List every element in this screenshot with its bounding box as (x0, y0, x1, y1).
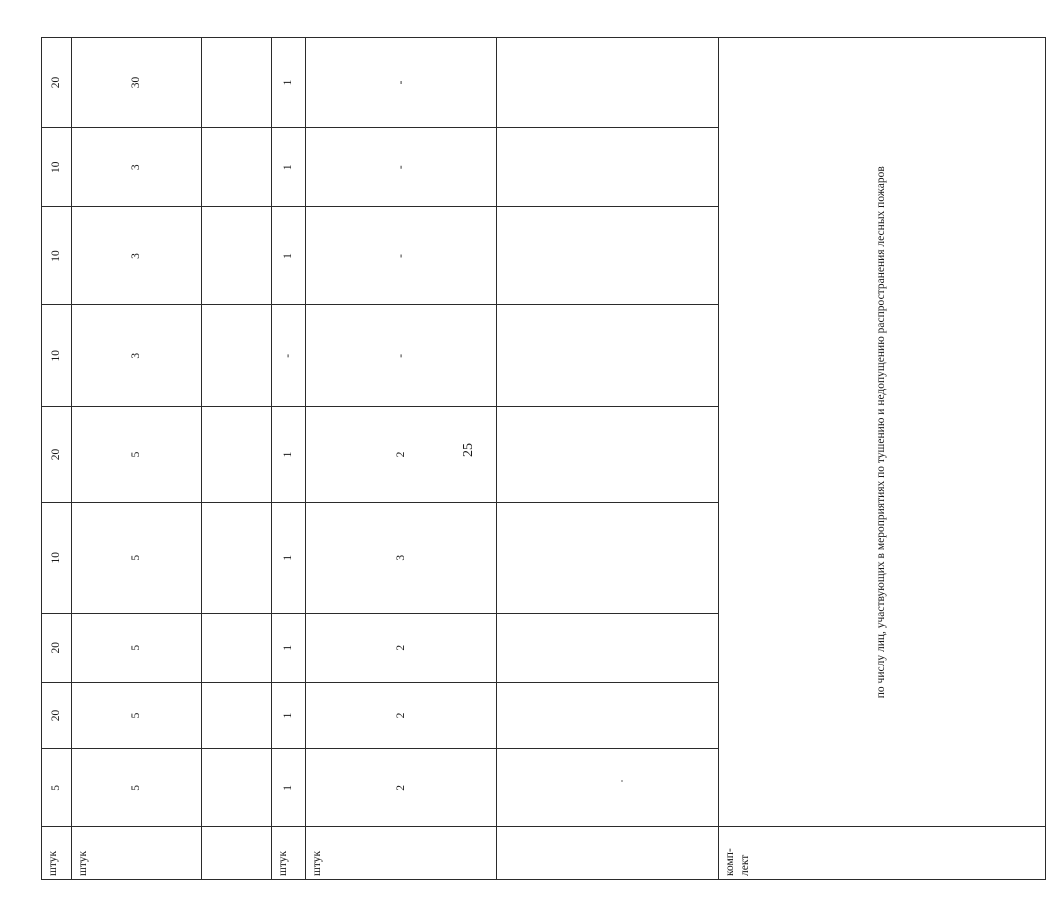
value-cell (202, 207, 272, 305)
row-unit-cell (202, 827, 272, 880)
equipment-table (41, 37, 1046, 880)
value-cell: 1 (272, 127, 306, 206)
merged-value-cell: по числу лиц, участвующих в мероприятиях по тушению и недопущению распространения лесных пожаров (718, 38, 1046, 827)
scan-mark (621, 780, 623, 782)
table-row (42, 38, 72, 880)
value-cell: 20 (42, 407, 72, 503)
value-cell: 10 (42, 502, 72, 613)
value-cell: 10 (42, 207, 72, 305)
value-cell (497, 207, 718, 305)
value-cell (497, 407, 718, 503)
value-cell: 20 (42, 613, 72, 682)
page-number: 25 (461, 443, 476, 457)
value-cell: 5 (72, 407, 202, 503)
value-cell: 20 (42, 682, 72, 749)
value-cell (497, 127, 718, 206)
row-unit-cell: комп-лект (718, 827, 1046, 880)
value-cell (202, 502, 272, 613)
table-row (72, 38, 202, 880)
value-cell: - (306, 127, 497, 206)
value-cell: 5 (72, 502, 202, 613)
value-cell: 2 (306, 407, 497, 503)
value-cell (202, 749, 272, 827)
value-cell: 1 (272, 749, 306, 827)
table-row (272, 38, 306, 880)
equipment-table-rotated (41, 37, 888, 880)
table-row (306, 38, 497, 880)
value-cell: 3 (306, 502, 497, 613)
row-unit-cell: штук (72, 827, 202, 880)
value-cell: - (306, 305, 497, 407)
value-cell (497, 613, 718, 682)
value-cell (202, 305, 272, 407)
value-cell: 5 (72, 682, 202, 749)
value-cell: 2 (306, 613, 497, 682)
table-row (718, 38, 1046, 880)
value-cell (202, 613, 272, 682)
value-cell (497, 502, 718, 613)
value-cell (202, 127, 272, 206)
value-cell: 1 (272, 502, 306, 613)
value-cell: - (306, 207, 497, 305)
value-cell: 1 (272, 682, 306, 749)
value-cell (202, 38, 272, 128)
value-cell: 3 (72, 207, 202, 305)
row-unit-cell: штук (42, 827, 72, 880)
value-cell (497, 305, 718, 407)
value-cell: 3 (72, 127, 202, 206)
value-cell (202, 682, 272, 749)
row-unit-cell: штук (306, 827, 497, 880)
value-cell (497, 682, 718, 749)
value-cell: 10 (42, 305, 72, 407)
value-cell: 3 (72, 305, 202, 407)
value-cell: 30 (72, 38, 202, 128)
value-cell: 5 (72, 613, 202, 682)
table-row (202, 38, 272, 880)
value-cell (497, 749, 718, 827)
value-cell (202, 407, 272, 503)
value-cell: 1 (272, 38, 306, 128)
value-cell: 2 (306, 749, 497, 827)
value-cell: 5 (42, 749, 72, 827)
value-cell: 1 (272, 407, 306, 503)
value-cell: 2 (306, 682, 497, 749)
row-unit-cell: штук (272, 827, 306, 880)
value-cell: 1 (272, 613, 306, 682)
table-row (497, 38, 718, 880)
value-cell: 20 (42, 38, 72, 128)
row-unit-cell (497, 827, 718, 880)
value-cell: 10 (42, 127, 72, 206)
value-cell: 5 (72, 749, 202, 827)
value-cell: - (306, 38, 497, 128)
value-cell: 1 (272, 207, 306, 305)
value-cell: - (272, 305, 306, 407)
value-cell (497, 38, 718, 128)
